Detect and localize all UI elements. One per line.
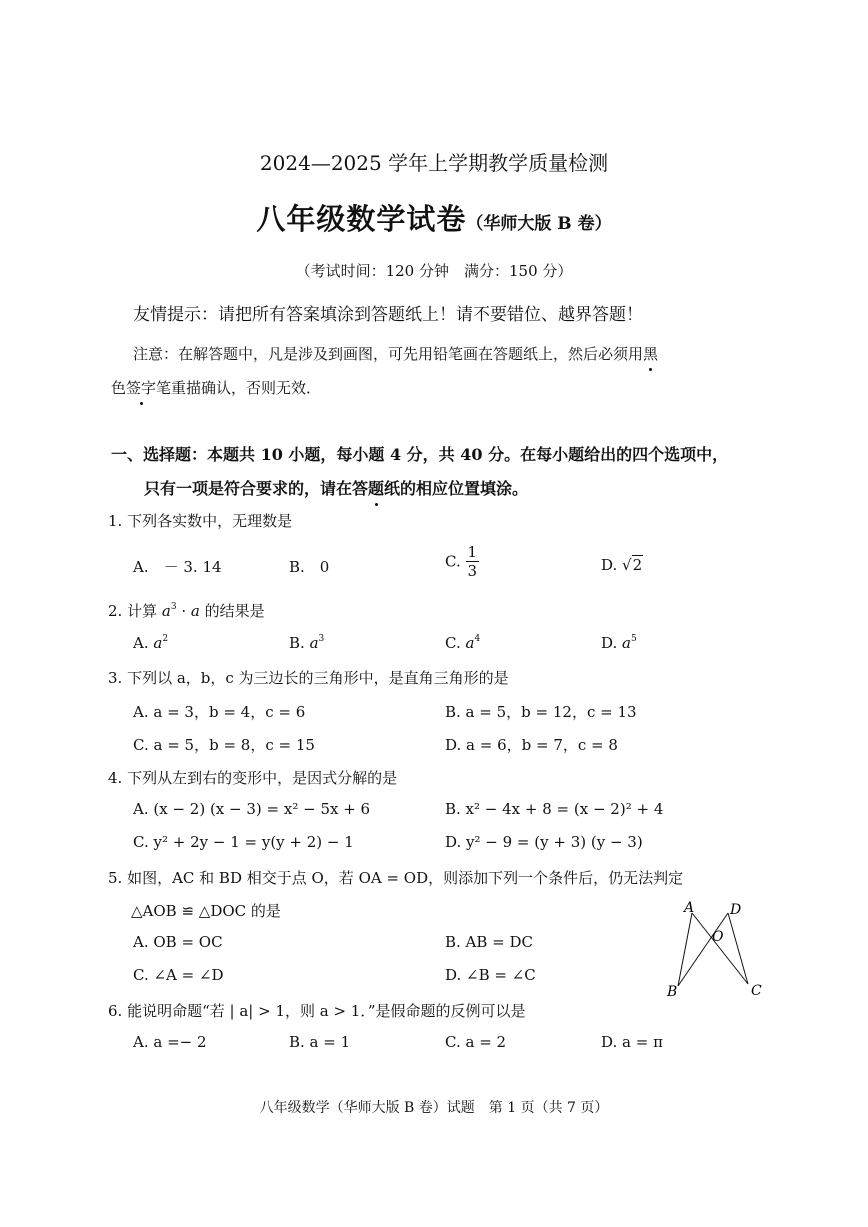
- question-1-option-a: A. － 3. 14: [133, 558, 222, 576]
- question-3-option-c: C. a = 5，b = 8，c = 15: [133, 736, 315, 754]
- fraction-numerator: 1: [467, 543, 478, 561]
- question-3-option-a: A. a = 3，b = 4，c = 6: [133, 703, 306, 721]
- note-emphasis: 黑: [643, 345, 659, 363]
- variable: a: [465, 634, 475, 652]
- point-label-a: A: [684, 900, 695, 916]
- dot-operator: ·: [176, 602, 191, 620]
- question-5-option-b: B. AB = DC: [445, 933, 534, 951]
- question-6-option-a: A. a =− 2: [133, 1033, 207, 1051]
- question-4-stem: 4. 下列从左到右的变形中，是因式分解的是: [108, 769, 398, 787]
- option-letter: A.: [133, 634, 149, 652]
- note-line-2: [111, 377, 321, 398]
- variable: a: [622, 634, 631, 652]
- stem-text: 2. 计算: [108, 602, 162, 620]
- variable: a: [190, 602, 200, 620]
- page-footer: 八年级数学（华师大版 B 卷）试题 第 1 页（共 7 页）: [259, 1100, 609, 1116]
- friendly-tip: 友情提示：请把所有答案填涂到答题纸上！请不要错位、越界答题！: [133, 305, 643, 325]
- question-1-stem: 1. 下列各实数中，无理数是: [108, 512, 293, 530]
- point-label-d: D: [730, 902, 742, 918]
- exam-title: [0, 197, 868, 238]
- fraction-denominator: 3: [467, 562, 478, 580]
- option-letter: C.: [445, 552, 461, 571]
- note-text-2: 重描确认，否则无效．: [171, 379, 322, 397]
- point-label-b: B: [667, 984, 678, 1000]
- section-heading-line-2: [144, 476, 528, 499]
- point-label-o: O: [712, 929, 724, 945]
- variable: a: [153, 634, 163, 652]
- question-5-stem-line-2: △AOB ≌ △DOC 的是: [131, 902, 281, 920]
- question-1-option-b: B. 0: [289, 558, 330, 576]
- radicand: 2: [632, 556, 643, 574]
- question-4-option-d: D. y² − 9 = (y + 3) (y − 3): [445, 833, 643, 851]
- question-4-option-a: A. (x − 2) (x − 3) = x² − 5x + 6: [133, 800, 371, 818]
- section-heading-part: 只有一项是符合要求的，请在: [144, 479, 353, 498]
- question-3-option-d: D. a = 6，b = 7，c = 8: [445, 736, 618, 754]
- edition-label: （华师大版 B 卷）: [466, 214, 612, 234]
- segment-DC: [728, 913, 748, 984]
- question-5-stem: 5. 如图，AC 和 BD 相交于点 O，若 OA = OD，则添加下列一个条件后，仍无法判定: [108, 869, 684, 887]
- question-6-option-c: C. a = 2: [445, 1033, 507, 1051]
- exponent: 2: [162, 634, 169, 644]
- question-6-option-d: D. a = π: [601, 1033, 663, 1051]
- fraction-one-third: [466, 543, 480, 580]
- question-6-option-b: B. a = 1: [289, 1033, 351, 1051]
- question-2-option-c: [445, 634, 480, 652]
- option-letter: C.: [445, 634, 461, 652]
- paper-title: 八年级数学试卷: [256, 202, 467, 236]
- question-5-option-a: A. OB = OC: [133, 933, 223, 951]
- option-letter: D.: [601, 634, 618, 652]
- section-heading: 一、选择题：本题共 10 小题，每小题 4 分，共 40 分。在每小题给出的四个选项中，: [111, 445, 729, 464]
- option-letter: D.: [601, 556, 618, 574]
- question-2-option-a: [133, 634, 168, 652]
- variable: a: [161, 602, 171, 620]
- exponent: 4: [474, 634, 481, 644]
- stem-text: 的结果是: [199, 602, 265, 620]
- segment-AC: [692, 913, 748, 984]
- question-2-option-b: [289, 634, 324, 652]
- section-emphasis: 答题纸: [352, 476, 400, 499]
- exam-info: （考试时间：120 分钟 满分：150 分）: [295, 262, 573, 280]
- exponent: 3: [170, 602, 177, 612]
- question-2-stem: [108, 600, 265, 621]
- question-3-stem: 3. 下列以 a，b，c 为三边长的三角形中，是直角三角形的是: [108, 669, 509, 687]
- variable: a: [309, 634, 319, 652]
- exam-period-title: 2024—2025 学年上学期教学质量检测: [259, 151, 609, 175]
- question-4-option-b: B. x² − 4x + 8 = (x − 2)² + 4: [445, 800, 664, 818]
- exponent: 3: [318, 634, 325, 644]
- exponent: 5: [631, 634, 637, 644]
- note-line-1: [133, 343, 658, 364]
- option-letter: B.: [289, 634, 305, 652]
- note-text: 注意：在解答题中，凡是涉及到画图，可先用铅笔画在答题纸上，然后必须用: [133, 345, 644, 363]
- question-2-option-d: [601, 634, 637, 652]
- question-5-option-c: C. ∠A = ∠D: [133, 966, 224, 984]
- point-label-c: C: [751, 983, 762, 999]
- question-1-option-c: [445, 543, 479, 580]
- question-3-option-b: B. a = 5，b = 12，c = 13: [445, 703, 637, 721]
- question-6-stem: 6. 能说明命题“若 | a| > 1，则 a > 1．”是假命题的反例可以是: [108, 1002, 526, 1020]
- question-5-option-d: D. ∠B = ∠C: [445, 966, 536, 984]
- sqrt-two: √2: [622, 556, 643, 574]
- question-4-option-c: C. y² + 2y − 1 = y(y + 2) − 1: [133, 833, 354, 851]
- question-1-option-d: [601, 556, 643, 574]
- geometry-figure: [664, 900, 774, 1000]
- note-emphasis-2: 色签字笔: [111, 379, 172, 397]
- section-heading-part-2: 的相应位置填涂。: [400, 479, 529, 498]
